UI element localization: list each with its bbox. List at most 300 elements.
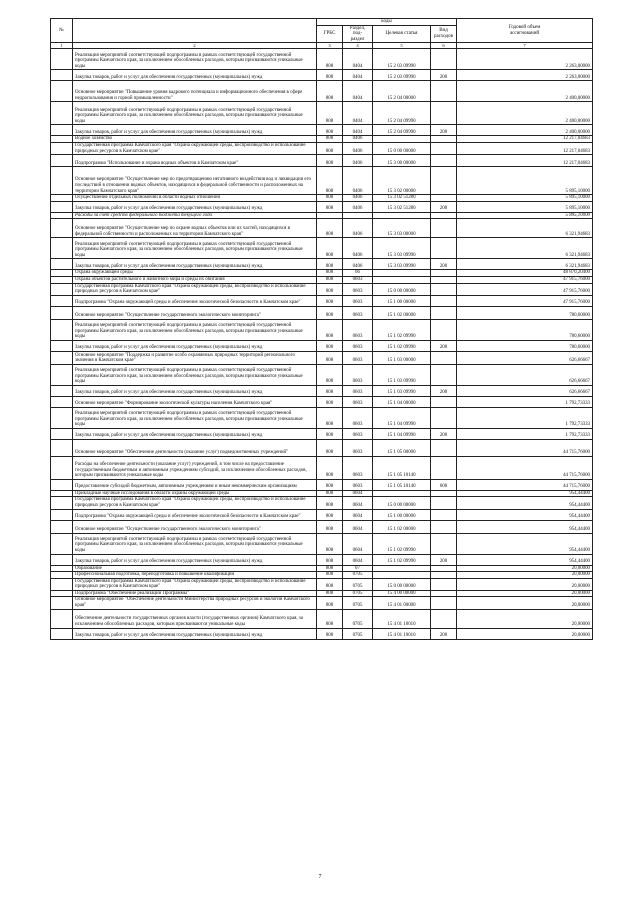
- cell-name: Реализация мероприятий соответствующей подпрограммы в рамках соответствующей государственной программы Камчатского края, за исключением обособленных расходов, которым присваиваются уникальные коды: [73, 319, 317, 340]
- table-row: [51, 509, 593, 520]
- cell-target: 15 3 03 09990: [373, 259, 431, 270]
- cell-amount: 1 792,73333: [457, 407, 593, 428]
- cell-amount: 5 895,10000: [457, 167, 593, 195]
- cell-grbs: 808: [317, 276, 343, 283]
- cell-num: [51, 533, 73, 554]
- cell-grbs: 808: [317, 219, 343, 238]
- cell-amount: 6 321,94683: [457, 259, 593, 270]
- cell-vr: [431, 276, 457, 283]
- cell-vr: [431, 212, 457, 219]
- cell-name: Основное мероприятие "Обеспечение деятельности Министерства природных ресурсов и экологии Камчатского края": [73, 597, 317, 609]
- cell-section: 0603: [343, 306, 373, 319]
- cell-amount: 780,60000: [457, 319, 593, 340]
- table-row: [51, 201, 593, 212]
- cell-name: Основное мероприятие "Обеспечение деятельности (оказание услуг) подведомственных учреждений": [73, 439, 317, 456]
- cell-section: 0406: [343, 195, 373, 202]
- cell-target: 15 1 00 00000: [373, 295, 431, 306]
- col-number: 4: [343, 43, 373, 49]
- cell-section: 0705: [343, 628, 373, 639]
- cell-num: [51, 385, 73, 396]
- cell-grbs: 808: [317, 565, 343, 572]
- cell-vr: [431, 351, 457, 364]
- cell-name: Закупка товаров, работ и услуг для обеспечения государственных (муниципальных) нужд: [73, 554, 317, 565]
- cell-amount: 954,44400: [457, 509, 593, 520]
- cell-name: Подпрограмма "Охрана окружающей среды и обеспечение экологической безопасности в Камчатском крае": [73, 295, 317, 306]
- col-number: 7: [457, 43, 593, 49]
- cell-section: 0604: [343, 490, 373, 497]
- col-number: 3: [317, 43, 343, 49]
- cell-section: 0705: [343, 572, 373, 579]
- cell-grbs: 808: [317, 201, 343, 212]
- table-row: [51, 407, 593, 428]
- cell-section: 0404: [343, 49, 373, 70]
- budget-table-sheet: [50, 18, 592, 640]
- cell-grbs: 808: [317, 479, 343, 490]
- cell-grbs: 808: [317, 195, 343, 202]
- cell-name: Основное мероприятие "Осуществление мер по охране водных объектов или их частей, находящихся в федеральной собственности и расположенных на территории Камчатского края": [73, 219, 317, 238]
- cell-grbs: 808: [317, 155, 343, 167]
- header-codes: коды: [317, 19, 457, 26]
- cell-grbs: 808: [317, 102, 343, 125]
- cell-section: 07: [343, 565, 373, 572]
- cell-name: Реализация мероприятий соответствующей подпрограммы в рамках соответствующей государственной программы Камчатского края, за исключением обособленных расходов, которым присваиваются уникальные коды: [73, 364, 317, 385]
- col-number: 5: [373, 43, 431, 49]
- cell-grbs: 808: [317, 572, 343, 579]
- cell-grbs: [317, 212, 343, 219]
- cell-target: 15 0 00 00000: [373, 283, 431, 295]
- cell-name: Основное мероприятие "Осуществление мер по предотвращению негативного воздействия вод и ликвидации его последствий в отношении водных объектов, находящихся в федеральной собственности и расположенных на территории Камчатского края": [73, 167, 317, 195]
- cell-section: 0705: [343, 590, 373, 597]
- cell-section: 06: [343, 270, 373, 277]
- cell-section: 0406: [343, 201, 373, 212]
- cell-name: Подпрограмма "Обеспечение реализации Программы": [73, 590, 317, 597]
- cell-name: Основное мероприятие "Формирование экологической культуры населения Камчатского края": [73, 396, 317, 407]
- col-number: 6: [431, 43, 457, 49]
- cell-name: Охрана окружающей среды: [73, 270, 317, 277]
- cell-grbs: 808: [317, 497, 343, 509]
- cell-vr: [431, 238, 457, 259]
- cell-grbs: 808: [317, 490, 343, 497]
- cell-vr: [431, 565, 457, 572]
- cell-num: [51, 520, 73, 533]
- cell-target: 15 4 00 00000: [373, 590, 431, 597]
- cell-amount: 20,00000: [457, 572, 593, 579]
- table-row: [51, 283, 593, 295]
- table-row: [51, 319, 593, 340]
- cell-amount: 44 715,76000: [457, 456, 593, 479]
- cell-target: 15 3 03 09990: [373, 238, 431, 259]
- cell-grbs: 808: [317, 270, 343, 277]
- header-grbs: ГРБС: [317, 25, 343, 43]
- col-number: 2: [73, 43, 317, 49]
- cell-grbs: 808: [317, 136, 343, 143]
- cell-num: [51, 125, 73, 136]
- cell-amount: 954,44400: [457, 490, 593, 497]
- cell-vr: [431, 578, 457, 590]
- cell-grbs: 808: [317, 283, 343, 295]
- cell-name: Расходы на обеспечение деятельности (оказание услуг) учреждений, в том числе на предоставление государственным бюджетным и автономным учреждениям субсидий, за исключением обособленных расходов, которым присваиваются уникальные коды: [73, 456, 317, 479]
- cell-grbs: 808: [317, 590, 343, 597]
- cell-amount: 5 895,10000: [457, 195, 593, 202]
- cell-amount: 20,00000: [457, 590, 593, 597]
- cell-section: 0404: [343, 70, 373, 81]
- cell-section: 0603: [343, 407, 373, 428]
- table-row: [51, 364, 593, 385]
- cell-num: [51, 306, 73, 319]
- cell-name: Обеспечение деятельности государственных органов власти (государственных органов) Камчатского края, за исключением обособленных расходов, которым присваиваются уникальные коды: [73, 609, 317, 628]
- cell-name: Осуществление отдельных полномочий в области водных отношений: [73, 195, 317, 202]
- cell-section: 0406: [343, 259, 373, 270]
- cell-target: [373, 572, 431, 579]
- cell-target: 15 1 02 09990: [373, 533, 431, 554]
- cell-name: Реализация мероприятий соответствующей подпрограммы в рамках соответствующей государственной программы Камчатского края, за исключением обособленных расходов, которым присваиваются уникальные коды: [73, 49, 317, 70]
- header-vr: Вид расходов: [431, 25, 457, 43]
- table-row: [51, 565, 593, 572]
- cell-target: 15 1 04 00000: [373, 396, 431, 407]
- cell-grbs: 808: [317, 340, 343, 351]
- cell-amount: 47 915,76000: [457, 276, 593, 283]
- cell-grbs: 808: [317, 439, 343, 456]
- page-number: 7: [318, 874, 322, 880]
- cell-section: 0603: [343, 276, 373, 283]
- cell-section: 0603: [343, 439, 373, 456]
- cell-name: Закупка товаров, работ и услуг для обеспечения государственных (муниципальных) нужд: [73, 201, 317, 212]
- table-row: [51, 572, 593, 579]
- cell-grbs: 808: [317, 142, 343, 154]
- table-row: [51, 49, 593, 70]
- cell-amount: 20,00000: [457, 565, 593, 572]
- cell-num: [51, 259, 73, 270]
- cell-amount: 626,66667: [457, 351, 593, 364]
- cell-num: [51, 351, 73, 364]
- cell-amount: 47 915,76000: [457, 295, 593, 306]
- cell-target: 15 1 04 09990: [373, 407, 431, 428]
- cell-name: Закупка товаров, работ и услуг для обеспечения государственных (муниципальных) нужд: [73, 259, 317, 270]
- cell-amount: 954,44400: [457, 533, 593, 554]
- cell-grbs: 808: [317, 167, 343, 195]
- table-row: [51, 609, 593, 628]
- table-row: [51, 590, 593, 597]
- table-row: [51, 155, 593, 167]
- cell-grbs: 808: [317, 533, 343, 554]
- cell-amount: 44 715,76000: [457, 439, 593, 456]
- cell-num: [51, 479, 73, 490]
- cell-section: 0604: [343, 533, 373, 554]
- cell-vr: [431, 609, 457, 628]
- header-num: №: [51, 19, 73, 43]
- cell-name: Государственная программа Камчатского края "Охрана окружающей среды, воспроизводство и использование природных ресурсов в Камчатском крае": [73, 578, 317, 590]
- cell-name: Подпрограмма "Использование и охрана водных объектов в Камчатском крае": [73, 155, 317, 167]
- cell-amount: 6 321,94683: [457, 219, 593, 238]
- cell-vr: [431, 439, 457, 456]
- cell-target: 15 1 02 09990: [373, 340, 431, 351]
- cell-vr: 200: [431, 70, 457, 81]
- cell-name: Реализация мероприятий соответствующей подпрограммы в рамках соответствующей государственной программы Камчатского края, за исключением обособленных расходов, которым присваиваются уникальные коды: [73, 238, 317, 259]
- cell-amount: 12 217,04683: [457, 136, 593, 143]
- cell-section: 0705: [343, 597, 373, 609]
- budget-rows: [51, 49, 593, 639]
- budget-table: [50, 18, 593, 640]
- cell-section: 0406: [343, 219, 373, 238]
- cell-grbs: 808: [317, 407, 343, 428]
- cell-amount: 5 895,10000: [457, 212, 593, 219]
- table-row: [51, 195, 593, 202]
- cell-vr: [431, 407, 457, 428]
- cell-target: 15 1 03 09990: [373, 364, 431, 385]
- cell-target: 15 1 02 00000: [373, 520, 431, 533]
- cell-amount: 12 217,04683: [457, 142, 593, 154]
- cell-name: Образование: [73, 565, 317, 572]
- cell-target: 15 3 00 00000: [373, 155, 431, 167]
- cell-name: Закупка товаров, работ и услуг для обеспечения государственных (муниципальных) нужд: [73, 125, 317, 136]
- cell-grbs: 808: [317, 364, 343, 385]
- cell-num: [51, 49, 73, 70]
- cell-vr: 200: [431, 554, 457, 565]
- cell-name: Основное мероприятие "Осуществление государственного экологического мониторинга": [73, 520, 317, 533]
- cell-amount: 2 263,00000: [457, 49, 593, 70]
- cell-num: [51, 497, 73, 509]
- cell-target: 15 1 02 09990: [373, 554, 431, 565]
- cell-grbs: 808: [317, 554, 343, 565]
- cell-grbs: 808: [317, 609, 343, 628]
- cell-target: 15 1 05 00000: [373, 439, 431, 456]
- cell-amount: 626,66667: [457, 364, 593, 385]
- cell-num: [51, 270, 73, 277]
- cell-num: [51, 238, 73, 259]
- cell-target: 15 1 05 10140: [373, 456, 431, 479]
- cell-name: Закупка товаров, работ и услуг для обеспечения государственных (муниципальных) нужд: [73, 628, 317, 639]
- cell-target: 15 0 00 00000: [373, 142, 431, 154]
- cell-section: 0406: [343, 238, 373, 259]
- header-row-top: [51, 19, 593, 26]
- table-row: [51, 490, 593, 497]
- cell-amount: 780,60000: [457, 306, 593, 319]
- cell-target: 15 3 02 51280: [373, 201, 431, 212]
- cell-target: 15 3 02 51280: [373, 195, 431, 202]
- table-row: [51, 533, 593, 554]
- cell-num: [51, 142, 73, 154]
- cell-amount: 2 400,00000: [457, 81, 593, 102]
- cell-amount: 20,00000: [457, 578, 593, 590]
- cell-grbs: 808: [317, 456, 343, 479]
- cell-amount: 6 321,94683: [457, 238, 593, 259]
- cell-vr: [431, 102, 457, 125]
- cell-grbs: 808: [317, 520, 343, 533]
- cell-section: 0404: [343, 125, 373, 136]
- table-row: [51, 238, 593, 259]
- cell-name: Реализация мероприятий соответствующей подпрограммы в рамках соответствующей государственной программы Камчатского края, за исключением обособленных расходов, которым присваиваются уникальные коды: [73, 407, 317, 428]
- table-row: [51, 385, 593, 396]
- cell-vr: [431, 396, 457, 407]
- cell-amount: 12 217,04683: [457, 155, 593, 167]
- cell-target: 15 4 01 10010: [373, 609, 431, 628]
- cell-name: Государственная программа Камчатского края "Охрана окружающей среды, воспроизводство и использование природных ресурсов в Камчатском крае": [73, 283, 317, 295]
- cell-target: 15 3 02 00000: [373, 167, 431, 195]
- cell-num: [51, 219, 73, 238]
- cell-vr: [431, 319, 457, 340]
- table-row: [51, 70, 593, 81]
- cell-section: 0603: [343, 295, 373, 306]
- cell-grbs: 808: [317, 597, 343, 609]
- cell-target: 15 4 01 00000: [373, 597, 431, 609]
- cell-num: [51, 572, 73, 579]
- cell-grbs: 808: [317, 306, 343, 319]
- cell-amount: 780,60000: [457, 340, 593, 351]
- cell-vr: [431, 590, 457, 597]
- cell-amount: 48 870,20400: [457, 270, 593, 277]
- cell-name: Прикладные научные исследования в области охраны окружающей среды: [73, 490, 317, 497]
- cell-vr: 200: [431, 385, 457, 396]
- cell-num: [51, 102, 73, 125]
- cell-num: [51, 628, 73, 639]
- cell-target: [373, 270, 431, 277]
- cell-target: 15 3 03 00000: [373, 219, 431, 238]
- cell-vr: 200: [431, 628, 457, 639]
- cell-grbs: 808: [317, 295, 343, 306]
- cell-target: 15 2 04 09990: [373, 102, 431, 125]
- table-row: [51, 578, 593, 590]
- cell-amount: 2 400,00000: [457, 125, 593, 136]
- table-row: [51, 479, 593, 490]
- cell-num: [51, 201, 73, 212]
- cell-vr: [431, 81, 457, 102]
- cell-num: [51, 590, 73, 597]
- cell-num: [51, 295, 73, 306]
- cell-name: Подпрограмма "Охрана окружающей среды и обеспечение экологической безопасности в Камчатском крае": [73, 509, 317, 520]
- cell-num: [51, 283, 73, 295]
- cell-section: [343, 212, 373, 219]
- table-row: [51, 554, 593, 565]
- cell-section: 0705: [343, 578, 373, 590]
- cell-vr: [431, 572, 457, 579]
- cell-section: 0603: [343, 340, 373, 351]
- cell-grbs: 808: [317, 351, 343, 364]
- table-row: [51, 276, 593, 283]
- cell-section: 0603: [343, 364, 373, 385]
- cell-amount: 2 400,00000: [457, 102, 593, 125]
- cell-vr: [431, 155, 457, 167]
- cell-target: [373, 490, 431, 497]
- cell-section: 0603: [343, 396, 373, 407]
- cell-amount: 20,00000: [457, 609, 593, 628]
- cell-target: 15 2 04 09990: [373, 125, 431, 136]
- cell-section: 0404: [343, 81, 373, 102]
- cell-vr: [431, 270, 457, 277]
- cell-amount: 5 895,10000: [457, 201, 593, 212]
- table-row: [51, 259, 593, 270]
- cell-amount: 954,44400: [457, 497, 593, 509]
- header-amount: Годовой объем ассигнований: [457, 19, 593, 43]
- cell-name: Предоставление субсидий бюджетным, автономным учреждениям и иным некоммерческим организациям: [73, 479, 317, 490]
- cell-num: [51, 212, 73, 219]
- cell-vr: [431, 195, 457, 202]
- cell-grbs: 808: [317, 578, 343, 590]
- table-row: [51, 219, 593, 238]
- table-row: [51, 295, 593, 306]
- table-row: [51, 428, 593, 439]
- cell-grbs: 808: [317, 628, 343, 639]
- cell-num: [51, 136, 73, 143]
- cell-vr: [431, 520, 457, 533]
- cell-vr: [431, 533, 457, 554]
- cell-vr: [431, 456, 457, 479]
- cell-num: [51, 81, 73, 102]
- cell-grbs: 808: [317, 396, 343, 407]
- cell-name: Закупка товаров, работ и услуг для обеспечения государственных (муниципальных) нужд: [73, 428, 317, 439]
- cell-vr: [431, 167, 457, 195]
- cell-name: Государственная программа Камчатского края "Охрана окружающей среды, воспроизводство и использование природных ресурсов в Камчатском крае": [73, 142, 317, 154]
- cell-target: 15 1 03 09990: [373, 385, 431, 396]
- cell-section: 0406: [343, 136, 373, 143]
- col-number: 1: [51, 43, 73, 49]
- table-row: [51, 497, 593, 509]
- cell-num: [51, 407, 73, 428]
- cell-target: 15 4 01 10010: [373, 628, 431, 639]
- cell-target: 15 0 00 00000: [373, 497, 431, 509]
- cell-target: 15 1 02 09990: [373, 319, 431, 340]
- table-row: [51, 212, 593, 219]
- cell-num: [51, 167, 73, 195]
- cell-target: 15 0 00 00000: [373, 578, 431, 590]
- cell-target: 15 2 03 09990: [373, 70, 431, 81]
- cell-num: [51, 155, 73, 167]
- table-row: [51, 102, 593, 125]
- cell-target: 15 1 04 09990: [373, 428, 431, 439]
- header-target: Целевая статья: [373, 25, 431, 43]
- cell-vr: 600: [431, 479, 457, 490]
- cell-num: [51, 70, 73, 81]
- cell-num: [51, 490, 73, 497]
- table-row: [51, 136, 593, 143]
- cell-vr: [431, 136, 457, 143]
- cell-section: 0604: [343, 520, 373, 533]
- cell-section: 0603: [343, 428, 373, 439]
- cell-vr: 200: [431, 125, 457, 136]
- cell-target: 15 1 05 10140: [373, 479, 431, 490]
- cell-name: Профессиональная подготовка, переподготовка и повышение квалификации: [73, 572, 317, 579]
- cell-section: 0603: [343, 479, 373, 490]
- header-name-blank: [73, 19, 317, 43]
- cell-num: [51, 509, 73, 520]
- cell-target: 15 2 03 09990: [373, 49, 431, 70]
- table-row: [51, 597, 593, 609]
- header-section: Раздел, под- раздел: [343, 25, 373, 43]
- cell-num: [51, 319, 73, 340]
- table-row: [51, 340, 593, 351]
- table-row: [51, 520, 593, 533]
- table-row: [51, 351, 593, 364]
- cell-target: [373, 276, 431, 283]
- cell-vr: 200: [431, 259, 457, 270]
- cell-num: [51, 396, 73, 407]
- cell-num: [51, 554, 73, 565]
- cell-grbs: 808: [317, 509, 343, 520]
- cell-amount: 954,44400: [457, 520, 593, 533]
- cell-section: 0604: [343, 497, 373, 509]
- cell-name: Основное мероприятие "Повышение уровня кадрового потенциала и информационного обеспечения в сфере недропользования и горной промышленности": [73, 81, 317, 102]
- cell-vr: [431, 283, 457, 295]
- cell-num: [51, 565, 73, 572]
- cell-num: [51, 439, 73, 456]
- cell-name: Расходы за счет средств федерального бюджета текущего года: [73, 212, 317, 219]
- cell-amount: 44 715,76000: [457, 479, 593, 490]
- cell-section: 0603: [343, 351, 373, 364]
- cell-num: [51, 364, 73, 385]
- cell-vr: 200: [431, 340, 457, 351]
- cell-vr: [431, 509, 457, 520]
- cell-num: [51, 609, 73, 628]
- cell-vr: [431, 306, 457, 319]
